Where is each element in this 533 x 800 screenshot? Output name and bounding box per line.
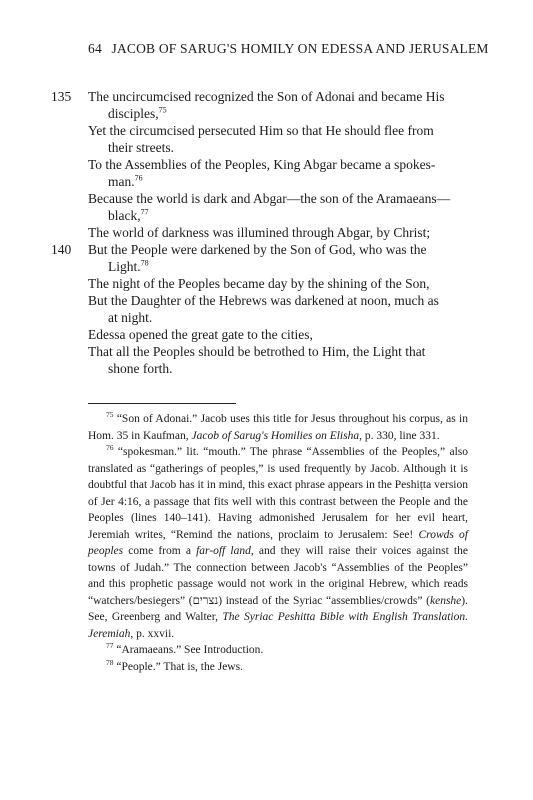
footnote-title: Jacob of Sarug's Homilies on Elisha	[191, 429, 360, 442]
verse-line	[0, 224, 533, 241]
running-title: JACOB OF SARUG'S HOMILY ON EDESSA AND JERUSALEM	[111, 41, 489, 56]
footnote-text: “Son of Adonai.” Jacob uses this title for Jesus throughout his corpus, as in Hom. 35 in Kaufman,	[88, 413, 468, 442]
line-number: 135	[51, 89, 72, 104]
verse-continuation: shone forth.	[108, 361, 173, 376]
verse-line	[0, 156, 533, 190]
verse-continuation-text: Light.	[108, 259, 141, 274]
footnote-75	[88, 411, 468, 444]
page-number: 64	[88, 41, 102, 56]
verse-continuation	[0, 173, 533, 190]
footnote-text: “Aramaeans.” See Introduction.	[116, 644, 264, 656]
footnotes	[88, 411, 468, 675]
verse-continuation-text: black,	[108, 208, 141, 223]
verse-line	[0, 241, 533, 275]
footnote-divider	[88, 403, 236, 404]
verse-line	[0, 326, 533, 343]
verse-text: To the Assemblies of the Peoples, King Abgar became a spokes-	[88, 157, 436, 172]
footnote-text: , and they will raise their voices against the towns of Judah.” The connection between Jacob's “Assemblies of the Peoples” and this prophetic passage would not work in the original Hebrew, which reads “watchers/besiegers” (נצרים) instead of the Syriac “assemblies/crowds” (	[88, 545, 468, 607]
footnote-emphasis: Crowds of peoples	[88, 528, 468, 557]
footnote-77	[88, 642, 468, 659]
verse-text: The uncircumcised recognized the Son of Adonai and became His	[88, 89, 445, 104]
verse-continuation: their streets.	[108, 140, 174, 155]
verse-text: Yet the circumcised persecuted Him so that He should flee from	[88, 123, 434, 138]
footnote-text: come from a	[123, 545, 197, 557]
footnote-title: The Syriac Peshitta Bible with English Translation. Jeremiah	[88, 611, 468, 640]
footnote-ref[interactable]: 76	[134, 173, 143, 183]
footnote-number: 76	[106, 443, 114, 453]
footnote-ref[interactable]: 78	[140, 258, 149, 268]
verse-continuation: at night.	[108, 310, 153, 325]
footnote-ref[interactable]: 75	[158, 105, 167, 115]
verse-text: Because the world is dark and Abgar—the son of the Aramaeans—	[88, 191, 451, 206]
verse-line	[0, 292, 533, 326]
verse-continuation	[0, 105, 533, 122]
verse-line	[0, 88, 533, 122]
verse-line	[0, 275, 533, 292]
footnote-76	[88, 444, 468, 642]
verse-line	[0, 190, 533, 224]
verse-text: That all the Peoples should be betrothed to Him, the Light that	[88, 344, 426, 359]
footnote-text: , p. 330, line 331.	[359, 429, 440, 442]
footnote-emphasis: kenshe	[429, 594, 462, 607]
verse-text: Edessa opened the great gate to the cities,	[88, 327, 313, 342]
footnote-emphasis: far-off land	[196, 545, 251, 557]
verse-text: The world of darkness was illumined through Abgar, by Christ;	[88, 225, 431, 240]
verse-continuation-text: disciples,	[108, 106, 159, 121]
verse-continuation	[0, 258, 533, 275]
footnote-text: ). See, Greenberg and Walter,	[88, 594, 468, 623]
footnote-number: 78	[106, 657, 114, 667]
verse-line	[0, 343, 533, 377]
footnote-text: “spokesman.” lit. “mouth.” The phrase “Assemblies of the Peoples,” also translated as “gatherings of peoples,” is used frequently by Jacob. Although it is doubtful that Jacob has it in mind, this exact phrase appears in the Peshiṭta version of Jer 4:16, a passage that fits well with this contrast between the People and the Peoples (lines 140–141). Having admonished Jerusalem for her evil heart, Jeremiah writes, “Remind the nations, proclaim to Jerusalem: See!	[88, 446, 469, 541]
verse-text: The night of the Peoples became day by the shining of the Son,	[88, 276, 430, 291]
footnote-number: 75	[106, 410, 114, 420]
footnote-78	[88, 659, 468, 676]
verse-continuation-text: man.	[108, 174, 135, 189]
footnote-ref[interactable]: 77	[140, 207, 149, 217]
footnote-text: , p. xxvii.	[130, 627, 175, 640]
verse-text: But the People were darkened by the Son of God, who was the	[88, 242, 427, 257]
running-header	[88, 41, 488, 57]
line-number: 140	[51, 242, 72, 257]
footnote-number: 77	[106, 641, 114, 651]
footnote-text: “People.” That is, the Jews.	[116, 660, 243, 673]
poem-body	[0, 88, 533, 377]
verse-continuation	[0, 207, 533, 224]
verse-text: But the Daughter of the Hebrews was darkened at noon, much as	[88, 293, 439, 308]
verse-line	[0, 122, 533, 156]
